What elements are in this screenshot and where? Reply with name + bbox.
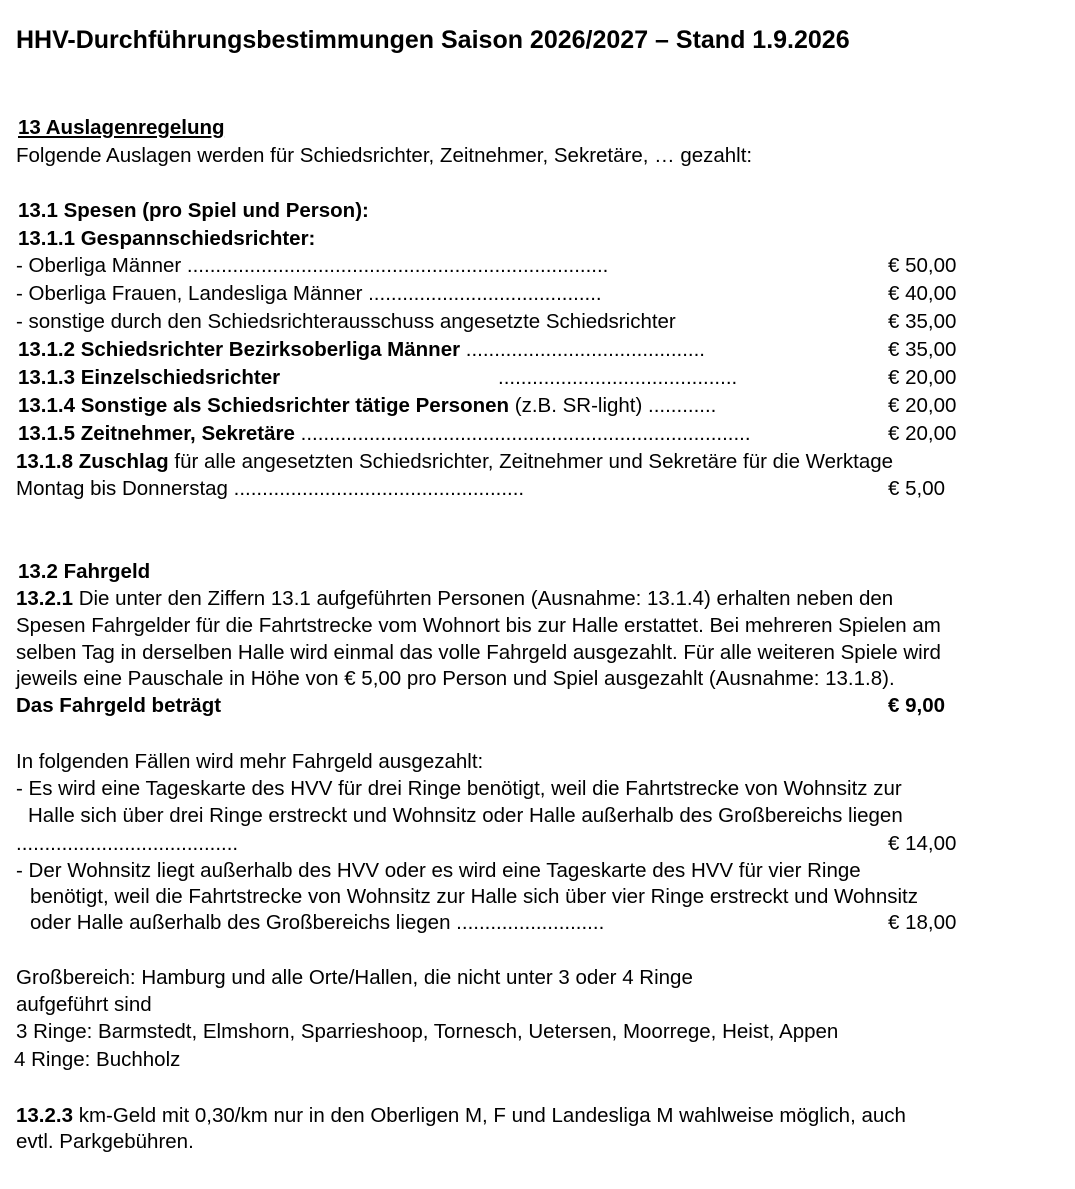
rate-row-amount: € 20,00 — [888, 394, 957, 417]
section-13-2-heading: 13.2 Fahrgeld — [18, 560, 151, 583]
ring-3-list: 3 Ringe: Barmstedt, Elmshorn, Sparrieshoop, Tornesch, Uetersen, Moorrege, Heist, Appen — [16, 1020, 839, 1043]
rate-row-bold: 13.1.5 Zeitnehmer, Sekretäre — [18, 422, 295, 445]
paragraph-number: 13.2.1 — [16, 587, 73, 610]
grossbereich-line: Großbereich: Hamburg und alle Orte/Hallen, die nicht unter 3 oder 4 Ringe — [16, 966, 693, 989]
bullet-line: Halle sich über drei Ringe erstreckt und Wohnsitz oder Halle außerhalb des Großbereichs liegen — [28, 804, 903, 827]
rate-row-label: - Oberliga Frauen, Landesliga Männer ......................................... — [16, 282, 602, 305]
rate-row-label: - sonstige durch den Schiedsrichterausschuss angesetzte Schiedsrichter — [16, 310, 676, 333]
ring-4-list: 4 Ringe: Buchholz — [14, 1048, 181, 1071]
rate-row-label — [18, 337, 705, 363]
rate-row-amount: € 5,00 — [888, 477, 945, 500]
paragraph-text: km-Geld mit 0,30/km nur in den Oberligen M, F und Landesliga M wahlweise möglich, auch — [73, 1104, 906, 1127]
more-fahrgeld-intro: In folgenden Fällen wird mehr Fahrgeld ausgezahlt: — [16, 750, 484, 773]
paragraph-line — [16, 1103, 906, 1129]
rate-row-amount: € 50,00 — [888, 254, 957, 277]
rate-row-amount: € 35,00 — [888, 310, 957, 333]
section-13-1-heading: 13.1 Spesen (pro Spiel und Person): — [18, 199, 369, 222]
rate-row-amount: € 40,00 — [888, 282, 957, 305]
rate-row-bold: 13.1.3 Einzelschiedsrichter — [18, 366, 281, 389]
bullet-line: oder Halle außerhalb des Großbereichs liegen .......................... — [30, 911, 605, 934]
rate-row-bold: 13.1.4 Sonstige als Schiedsrichter tätige Personen — [18, 394, 510, 417]
paragraph-number: 13.2.3 — [16, 1104, 73, 1127]
bullet-line: - Der Wohnsitz liegt außerhalb des HVV oder es wird eine Tageskarte des HVV für vier Ringe — [16, 859, 861, 882]
bullet-amount: € 14,00 — [888, 832, 957, 855]
rate-row-amount: € 20,00 — [888, 422, 957, 445]
rate-row-dots: .......................................... — [460, 338, 705, 361]
bullet-dots: ....................................... — [16, 832, 239, 855]
section-13-heading: 13 Auslagenregelung — [18, 116, 225, 139]
paragraph-line: Spesen Fahrgelder für die Fahrtstrecke vom Wohnort bis zur Halle erstattet. Bei mehreren Spielen am — [16, 614, 941, 637]
rate-row-label — [18, 421, 751, 447]
paragraph-line: selben Tag in derselben Halle wird einmal das volle Fahrgeld ausgezahlt. Für alle weiteren Spiele wird — [16, 641, 941, 664]
rate-row-label: Montag bis Donnerstag ................................................... — [16, 477, 525, 500]
rate-row-bold: 13.1.8 Zuschlag — [16, 450, 169, 473]
grossbereich-line: aufgeführt sind — [16, 993, 152, 1016]
rate-row-label — [18, 393, 716, 419]
rate-row-rest: (z.B. SR-light) ............ — [509, 394, 717, 417]
paragraph-text: Die unter den Ziffern 13.1 aufgeführten Personen (Ausnahme: 13.1.4) erhalten neben den — [73, 587, 894, 610]
rate-row-rest: für alle angesetzten Schiedsrichter, Zeitnehmer und Sekretäre für die Werktage — [168, 450, 894, 473]
rate-row-dots: .......................................... — [498, 366, 738, 389]
rate-row-label — [16, 449, 893, 475]
paragraph-line: jeweils eine Pauschale in Höhe von € 5,00 pro Person und Spiel ausgezahlt (Ausnahme: 13.1.8). — [16, 667, 895, 690]
section-13-1-1-heading: 13.1.1 Gespannschiedsrichter: — [18, 227, 316, 250]
rate-row-label: - Oberliga Männer .......................................................................... — [16, 254, 609, 277]
bullet-line: benötigt, weil die Fahrtstrecke von Wohnsitz zur Halle sich über vier Ringe erstreckt und Wohnsitz — [30, 885, 918, 908]
rate-row-bold: 13.1.2 Schiedsrichter Bezirksoberliga Männer — [18, 338, 461, 361]
section-13-intro: Folgende Auslagen werden für Schiedsrichter, Zeitnehmer, Sekretäre, … gezahlt: — [16, 144, 753, 167]
rate-row-dots: ............................................................................... — [294, 422, 751, 445]
paragraph-line — [16, 586, 893, 612]
bullet-line: - Es wird eine Tageskarte des HVV für drei Ringe benötigt, weil die Fahrtstrecke von Wohnsitz zur — [16, 777, 902, 800]
fahrgeld-label: Das Fahrgeld beträgt — [16, 694, 222, 717]
fahrgeld-amount: € 9,00 — [888, 694, 945, 717]
page-title: HHV-Durchführungsbestimmungen Saison 2026/2027 – Stand 1.9.2026 — [16, 26, 850, 54]
rate-row-amount: € 35,00 — [888, 338, 957, 361]
rate-row-amount: € 20,00 — [888, 366, 957, 389]
bullet-amount: € 18,00 — [888, 911, 957, 934]
paragraph-line: evtl. Parkgebühren. — [16, 1130, 194, 1153]
